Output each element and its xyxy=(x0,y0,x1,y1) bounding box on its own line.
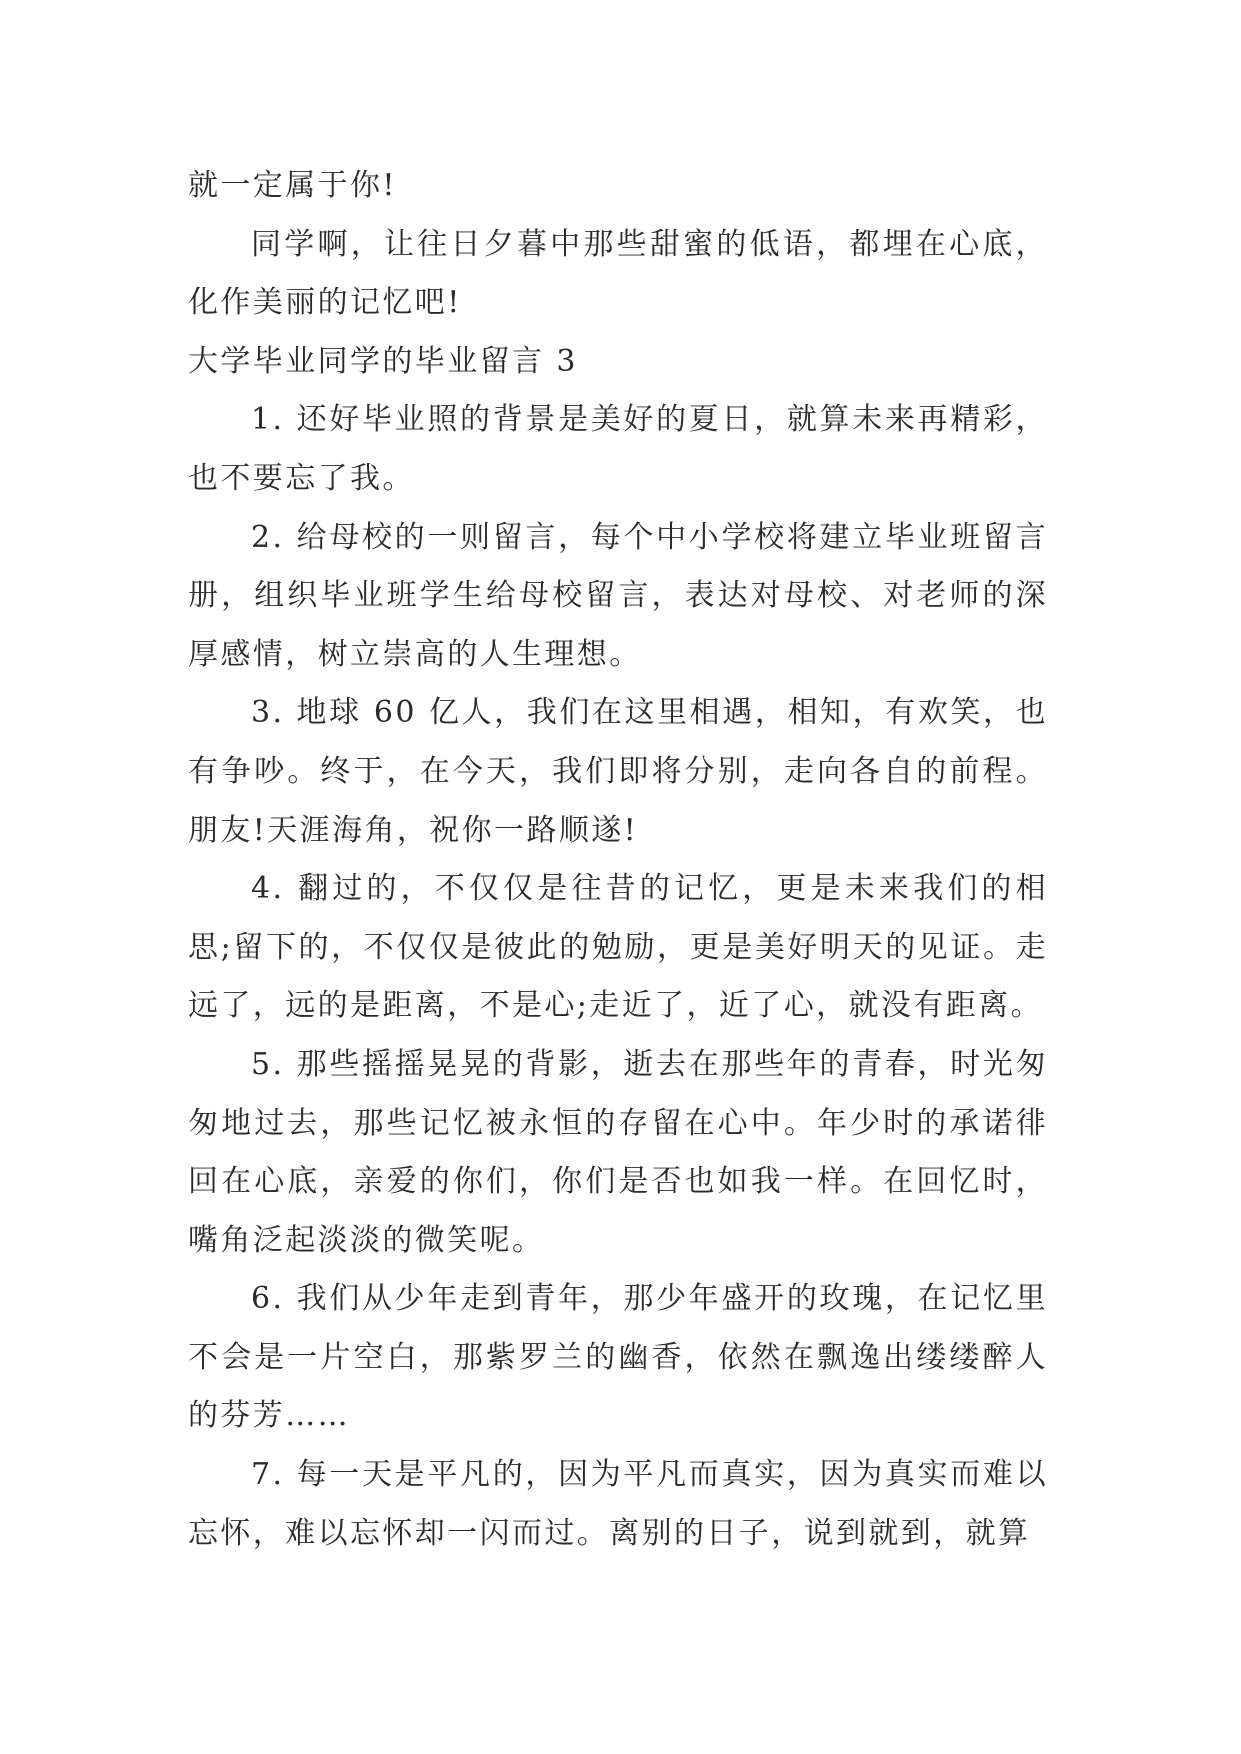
list-item-5: 5. 那些摇摇晃晃的背影，逝去在那些年的青春，时光匆匆地过去，那些记忆被永恒的存留在心中。年少时的承诺徘回在心底，亲爱的你们，你们是否也如我一样。在回忆时，嘴角泛起淡淡的微笑呢。 xyxy=(188,1046,1048,1258)
list-item-7: 7. 每一天是平凡的，因为平凡而真实，因为真实而难以忘怀，难以忘怀却一闪而过。离别的日子，说到就到，就算 xyxy=(188,1457,1048,1551)
list-item-1: 1. 还好毕业照的背景是美好的夏日，就算未来再精彩，也不要忘了我。 xyxy=(188,402,1048,496)
list-item-3: 3. 地球 60 亿人，我们在这里相遇，相知，有欢笑，也有争吵。终于，在今天，我们即将分别，走向各自的前程。朋友!天涯海角，祝你一路顺遂! xyxy=(188,695,1048,848)
list-item-6: 6. 我们从少年走到青年，那少年盛开的玫瑰，在记忆里不会是一片空白，那紫罗兰的幽香，依然在飘逸出缕缕醉人的芬芳…… xyxy=(188,1281,1048,1434)
section-heading: 大学毕业同学的毕业留言 3 xyxy=(188,343,578,379)
list-item-2: 2. 给母校的一则留言，每个中小学校将建立毕业班留言册，组织毕业班学生给母校留言，表达对母校、对老师的深厚感情，树立崇高的人生理想。 xyxy=(188,519,1048,672)
document-body xyxy=(188,157,1048,1563)
paragraph-continuation: 就一定属于你! xyxy=(188,168,397,203)
list-item-4: 4. 翻过的，不仅仅是往昔的记忆，更是未来我们的相思;留下的，不仅仅是彼此的勉励，更是美好明天的见证。走远了，远的是距离，不是心;走近了，近了心，就没有距离。 xyxy=(188,871,1048,1024)
paragraph: 同学啊，让往日夕暮中那些甜蜜的低语，都埋在心底，化作美丽的记忆吧! xyxy=(188,226,1048,321)
